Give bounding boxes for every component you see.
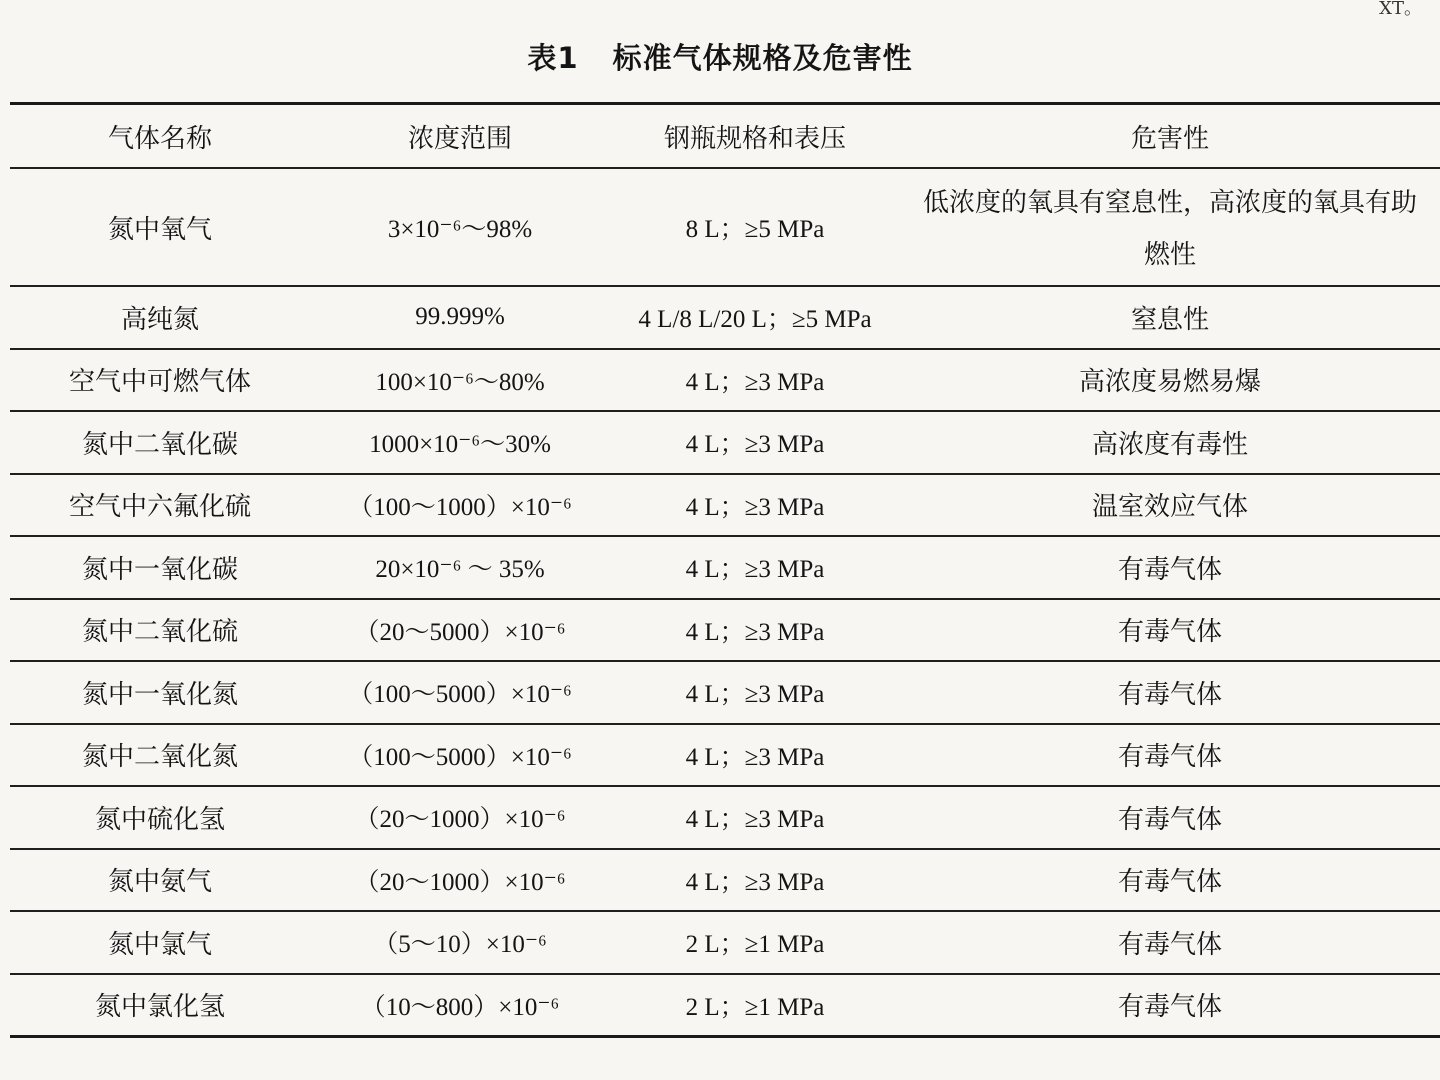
hazard-cell: 有毒气体	[1117, 992, 1222, 1023]
page-corner-mark: XT。	[1379, 0, 1422, 19]
hazard-cell: 有毒气体	[900, 536, 1440, 599]
gas-name-cell: 氮中二氧化碳	[10, 411, 310, 474]
table-title-text: 标准气体规格及危害性	[612, 41, 913, 75]
cylinder-cell: 4 L；≥3 MPa	[610, 661, 900, 724]
hazard-cell: 有毒气体	[900, 911, 1440, 974]
concentration-cell: （20～1000）×10⁻⁶	[310, 786, 610, 849]
cylinder-cell: 4 L；≥3 MPa	[610, 786, 900, 849]
header-hazard: 危害性	[900, 104, 1440, 169]
gas-name-cell: 高纯氮	[10, 286, 310, 349]
concentration-cell: （5～10）×10⁻⁶	[310, 911, 610, 974]
hazard-cell: 有毒气体	[900, 849, 1440, 912]
gas-name-cell: 空气中六氟化硫	[10, 474, 310, 537]
table-row	[10, 974, 1440, 1037]
table-row	[10, 411, 1440, 474]
gas-name-cell: 空气中可燃气体	[10, 349, 310, 412]
table-row	[10, 536, 1440, 599]
concentration-cell: 20×10⁻⁶ ～ 35%	[310, 536, 610, 599]
gas-name-cell: 氮中硫化氢	[10, 786, 310, 849]
hazard-cell: 窒息性	[900, 286, 1440, 349]
table-row	[10, 724, 1440, 787]
header-concentration-range: 浓度范围	[310, 104, 610, 169]
cylinder-cell: 4 L；≥3 MPa	[610, 474, 900, 537]
gas-name-cell: 氮中一氧化碳	[10, 536, 310, 599]
gas-name-cell: 氮中氯气	[10, 911, 310, 974]
hazard-cell: 有毒气体	[900, 599, 1440, 662]
table-number: 表1	[527, 41, 579, 75]
concentration-cell: （20～1000）×10⁻⁶	[310, 849, 610, 912]
hazard-cell: 有毒气体	[900, 786, 1440, 849]
hazard-cell: 有毒气体	[900, 661, 1440, 724]
gas-name-cell: 氮中氨气	[10, 849, 310, 912]
concentration-cell: （100～5000）×10⁻⁶	[310, 661, 610, 724]
gas-name-cell: 氮中氯化氢	[94, 992, 225, 1023]
hazard-cell: 有毒气体	[900, 724, 1440, 787]
cylinder-cell: 2 L；≥1 MPa	[685, 993, 825, 1021]
gas-name-cell: 氮中氧气	[10, 168, 310, 286]
cylinder-cell: 8 L；≥5 MPa	[610, 168, 900, 286]
table-row	[10, 786, 1440, 849]
concentration-cell: 3×10⁻⁶～98%	[310, 168, 610, 286]
table-row	[10, 849, 1440, 912]
concentration-cell: 1000×10⁻⁶～30%	[310, 411, 610, 474]
table-row	[10, 911, 1440, 974]
table-row	[10, 349, 1440, 412]
table-row	[10, 168, 1440, 286]
hazard-cell: 低浓度的氧具有窒息性，高浓度的氧具有助燃性	[900, 168, 1440, 286]
header-gas-name: 气体名称	[10, 104, 310, 169]
cylinder-cell: 4 L/8 L/20 L；≥5 MPa	[610, 286, 900, 349]
table-row	[10, 286, 1440, 349]
concentration-cell: 99.999%	[310, 286, 610, 349]
concentration-cell: （20～5000）×10⁻⁶	[310, 599, 610, 662]
concentration-cell: （100～1000）×10⁻⁶	[310, 474, 610, 537]
table-title	[0, 36, 1440, 77]
cylinder-cell: 4 L；≥3 MPa	[610, 411, 900, 474]
gas-name-cell: 氮中一氧化氮	[10, 661, 310, 724]
gas-name-cell: 氮中二氧化氮	[10, 724, 310, 787]
cylinder-cell: 4 L；≥3 MPa	[610, 724, 900, 787]
cylinder-cell: 4 L；≥3 MPa	[610, 849, 900, 912]
cylinder-cell: 4 L；≥3 MPa	[610, 349, 900, 412]
table-row	[10, 661, 1440, 724]
table-row	[10, 599, 1440, 662]
cylinder-cell: 4 L；≥3 MPa	[610, 536, 900, 599]
gas-spec-table	[10, 102, 1440, 1038]
cylinder-cell: 2 L；≥1 MPa	[610, 911, 900, 974]
header-cylinder-spec: 钢瓶规格和表压	[610, 104, 900, 169]
hazard-cell: 温室效应气体	[900, 474, 1440, 537]
concentration-cell: 100×10⁻⁶～80%	[310, 349, 610, 412]
table-header-row	[10, 104, 1440, 169]
concentration-cell: （10～800）×10⁻⁶	[360, 993, 560, 1021]
cylinder-cell: 4 L；≥3 MPa	[610, 599, 900, 662]
concentration-cell: （100～5000）×10⁻⁶	[310, 724, 610, 787]
gas-name-cell: 氮中二氧化硫	[10, 599, 310, 662]
hazard-cell: 高浓度有毒性	[900, 411, 1440, 474]
hazard-cell: 高浓度易燃易爆	[900, 349, 1440, 412]
table-row	[10, 474, 1440, 537]
